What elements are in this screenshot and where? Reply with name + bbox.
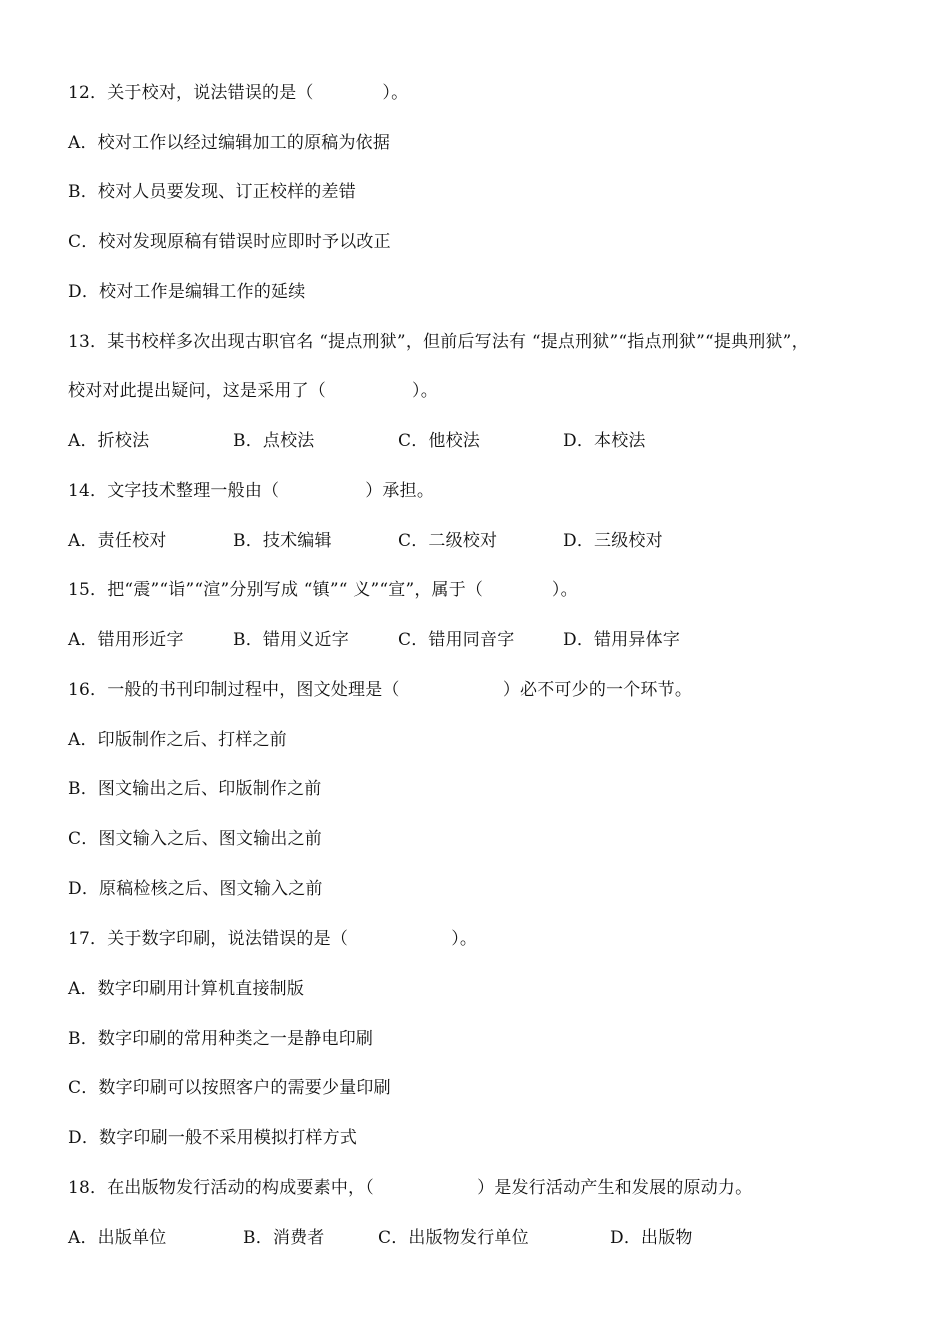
question-13-options-row xyxy=(68,426,900,456)
question-12-option-d: D．校对工作是编辑工作的延续 xyxy=(68,282,306,302)
question-17-option-d: D．数字印刷一般不采用模拟打样方式 xyxy=(68,1128,358,1148)
question-13-stem: 13．某书校样多次出现古职官名 “提点刑狱”，但前后写法有 “提点刑狱”“指点刑狱”“提典刑狱”， xyxy=(68,332,809,352)
question-16-stem: 16．一般的书刊印制过程中，图文处理是（ ）必不可少的一个环节。 xyxy=(68,680,693,700)
question-17-option-b: B．数字印刷的常用种类之一是静电印刷 xyxy=(68,1029,374,1049)
question-15-option-b: B．错用义近字 xyxy=(233,630,349,650)
question-18-options-row xyxy=(68,1223,900,1253)
question-14-stem: 14．文字技术整理一般由（ ）承担。 xyxy=(68,481,435,501)
question-13-option-d: D．本校法 xyxy=(563,431,646,451)
question-12-option-c: C．校对发现原稿有错误时应即时予以改正 xyxy=(68,232,391,252)
question-17-option-a: A．数字印刷用计算机直接制版 xyxy=(68,979,305,999)
question-18-option-d: D．出版物 xyxy=(610,1228,693,1248)
question-18-option-b: B．消费者 xyxy=(243,1228,325,1248)
question-13-option-c: C．他校法 xyxy=(398,431,481,451)
question-13-option-b: B．点校法 xyxy=(233,431,315,451)
question-18-option-c: C．出版物发行单位 xyxy=(378,1228,529,1248)
question-14-option-c: C．二级校对 xyxy=(398,531,498,551)
question-15-option-d: D．错用异体字 xyxy=(563,630,681,650)
question-14-option-d: D．三级校对 xyxy=(563,531,663,551)
question-15-option-c: C．错用同音字 xyxy=(398,630,515,650)
question-14-option-b: B．技术编辑 xyxy=(233,531,332,551)
question-13-option-a: A．折校法 xyxy=(68,431,150,451)
question-15-option-a: A．错用形近字 xyxy=(68,630,184,650)
question-14-option-a: A．责任校对 xyxy=(68,531,167,551)
question-12-option-a: A．校对工作以经过编辑加工的原稿为依据 xyxy=(68,133,391,153)
question-16-option-b: B．图文输出之后、印版制作之前 xyxy=(68,779,322,799)
question-16-option-d: D．原稿检核之后、图文输入之前 xyxy=(68,879,323,899)
question-18-option-a: A．出版单位 xyxy=(68,1228,167,1248)
question-18-stem: 18．在出版物发行活动的构成要素中，（ ）是发行活动产生和发展的原动力。 xyxy=(68,1178,753,1198)
question-14-options-row xyxy=(68,526,900,556)
question-16-option-a: A．印版制作之后、打样之前 xyxy=(68,730,287,750)
question-13-stem-continued: 校对对此提出疑问，这是采用了（ ）。 xyxy=(68,381,438,401)
question-12-stem: 12．关于校对，说法错误的是（ ）。 xyxy=(68,83,409,103)
question-15-options-row xyxy=(68,625,900,655)
question-17-option-c: C．数字印刷可以按照客户的需要少量印刷 xyxy=(68,1078,391,1098)
question-16-option-c: C．图文输入之后、图文输出之前 xyxy=(68,829,323,849)
question-15-stem: 15．把“震”“诣”“渲”分别写成 “镇”“ 义”“宣”，属于（ ）。 xyxy=(68,580,578,600)
question-17-stem: 17．关于数字印刷，说法错误的是（ ）。 xyxy=(68,929,478,949)
question-12-option-b: B．校对人员要发现、订正校样的差错 xyxy=(68,182,356,202)
